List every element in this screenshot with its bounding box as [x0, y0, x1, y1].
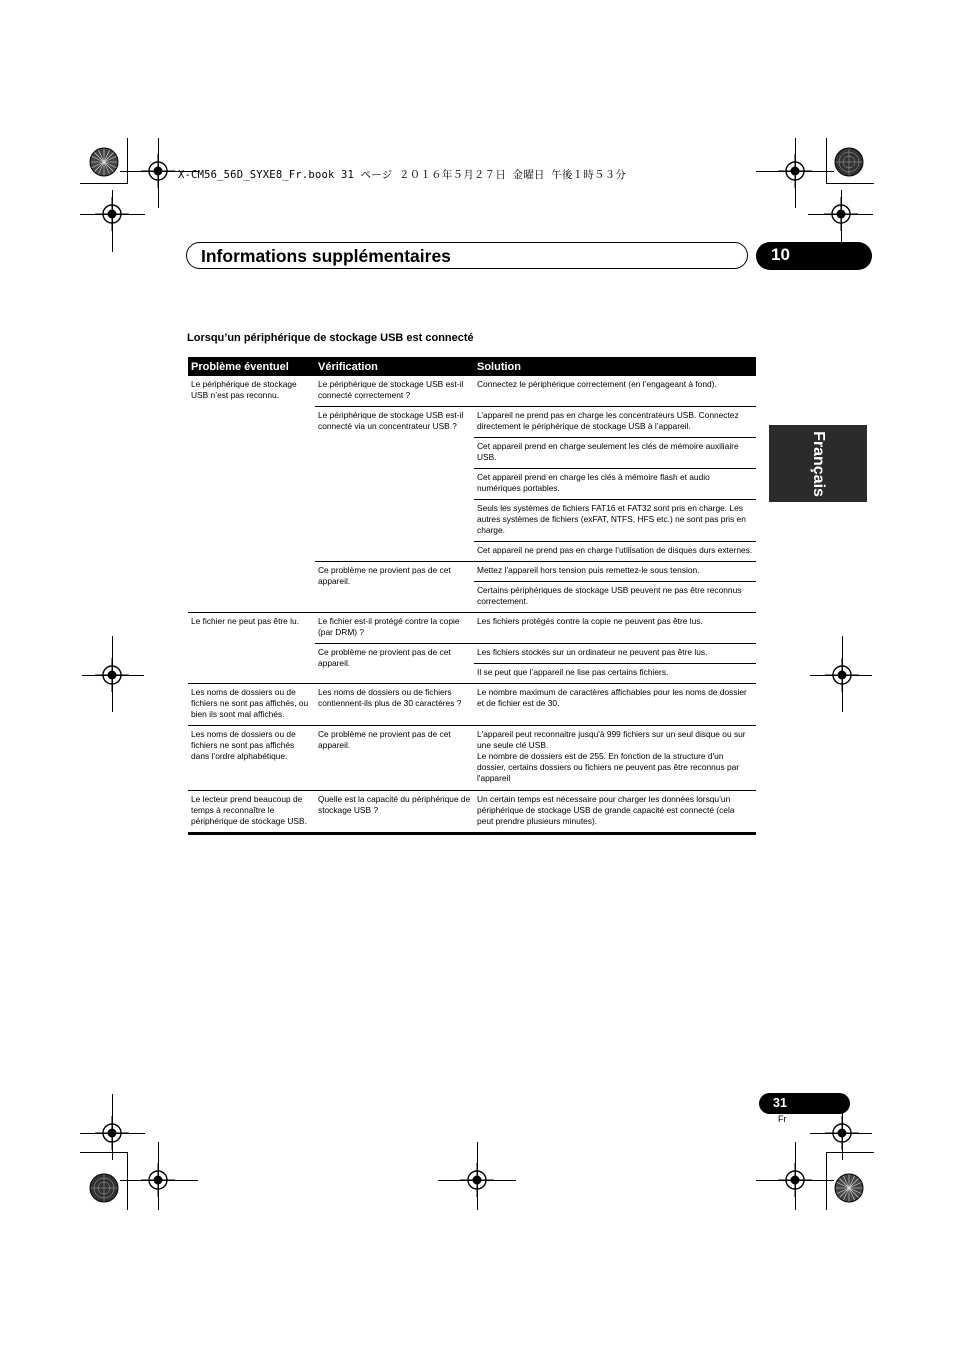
registration-target-icon	[825, 658, 859, 692]
troubleshooting-table	[188, 357, 756, 832]
check-cell: Quelle est la capacité du périphérique de stockage USB ?	[318, 794, 471, 815]
registration-target-icon	[95, 197, 129, 231]
solution-cell: Un certain temps est nécessaire pour charger les données lorsqu’un périphérique de stockage USB de grande capacité est connecté (cela peut prendre plusieurs minutes).	[477, 794, 735, 826]
registration-target-icon	[460, 1163, 494, 1197]
solution-cell: Seuls les systèmes de fichiers FAT16 et FAT32 sont pris en charge. Les autres systèmes de fichiers (exFAT, NTFS, HFS etc.) ne sont pas pris en charge.	[474, 500, 756, 542]
check-cell: Le périphérique de stockage USB est-il connecté correctement ?	[315, 376, 474, 407]
registration-target-icon	[825, 1116, 859, 1150]
check-cell: Ce problème ne provient pas de cet appareil.	[315, 562, 474, 613]
check-cell: Le périphérique de stockage USB est-il connecté via un concentrateur USB ?	[315, 407, 474, 562]
section-heading: Lorsqu’un périphérique de stockage USB est connecté	[187, 332, 474, 344]
problem-cell: Les noms de dossiers ou de fichiers ne sont pas affichés, ou bien ils sont mal affichés.	[188, 684, 315, 726]
registration-target-icon	[778, 154, 812, 188]
problem-cell: Le périphérique de stockage USB n’est pas reconnu.	[188, 376, 315, 613]
column-header: Solution	[474, 357, 756, 376]
page-language: Fr	[778, 1114, 787, 1124]
chapter-number-badge	[756, 242, 872, 270]
table-row	[188, 791, 756, 833]
print-header-info: X-CM56_56D_SYXE8_Fr.book 31 ページ ２０１６年５月２７日 金曜日 午後１時５３分	[178, 169, 627, 181]
check-cell: Les noms de dossiers ou de fichiers contiennent-ils plus de 30 caractères ?	[315, 684, 474, 726]
language-tab-label: Français	[810, 430, 827, 497]
solution-cell: Certains périphériques de stockage USB peuvent ne pas être reconnus correctement.	[474, 582, 756, 613]
table-row	[188, 684, 756, 726]
color-bar-disc-icon	[834, 1173, 864, 1203]
chapter-number: 10	[771, 245, 790, 264]
problem-cell: Le lecteur prend beaucoup de temps à reconnaître le périphérique de stockage USB.	[191, 794, 307, 826]
chapter-title-bar	[186, 242, 748, 269]
column-header: Problème éventuel	[188, 357, 315, 376]
registration-target-icon	[141, 1163, 175, 1197]
language-tab	[769, 425, 867, 502]
table-header-row	[188, 357, 756, 376]
table-bottom-rule	[188, 832, 756, 835]
solution-cell: Mettez l’appareil hors tension puis remettez-le sous tension.	[474, 562, 756, 582]
solution-line: L'appareil peut reconnaitre jusqu'à 999 fichiers sur un seul disque ou sur une seule clé USB.	[477, 729, 746, 750]
color-bar-disc-icon	[834, 147, 864, 177]
color-bar-disc-icon	[89, 1173, 119, 1203]
chapter-title: Informations supplémentaires	[201, 246, 451, 266]
solution-cell: Cet appareil ne prend pas en charge l’utilisation de disques durs externes.	[474, 542, 756, 562]
table-row	[188, 376, 756, 407]
solution-cell: Cet appareil prend en charge seulement les clés de mémoire auxiliaire USB.	[474, 438, 756, 469]
color-bar-disc-icon	[89, 147, 119, 177]
check-cell: Ce problème ne provient pas de cet appareil.	[315, 726, 474, 791]
solution-cell: Connectez le périphérique correctement (en l’engageant à fond).	[474, 376, 756, 407]
solution-cell: Le nombre maximum de caractères affichables pour les noms de dossier et de fichier est de 30.	[474, 684, 756, 726]
registration-target-icon	[824, 197, 858, 231]
check-cell: Le fichier est-il protégé contre la copie (par DRM) ?	[315, 613, 474, 644]
registration-target-icon	[95, 658, 129, 692]
solution-cell: Cet appareil prend en charge les clés à mémoire flash et audio numériques portables.	[474, 469, 756, 500]
registration-target-icon	[141, 154, 175, 188]
problem-cell: Les noms de dossiers ou de fichiers ne sont pas affichés dans l’ordre alphabétique.	[188, 726, 315, 791]
registration-target-icon	[778, 1163, 812, 1197]
solution-cell	[474, 726, 756, 791]
check-cell: Ce problème ne provient pas de cet appareil.	[315, 644, 474, 684]
table-row	[188, 726, 756, 791]
solution-cell: Les fichiers protégés contre la copie ne peuvent pas être lus.	[474, 613, 756, 644]
table-row	[188, 613, 756, 644]
solution-cell: Les fichiers stockés sur un ordinateur ne peuvent pas être lus.	[474, 644, 756, 664]
solution-cell: Il se peut que l’appareil ne lise pas certains fichiers.	[474, 664, 756, 684]
solution-cell: L’appareil ne prend pas en charge les concentrateurs USB. Connectez directement le périphérique de stockage USB à l’appareil.	[474, 407, 756, 438]
registration-target-icon	[95, 1116, 129, 1150]
solution-line: Le nombre de dossiers est de 255. En fonction de la structure d'un dossier, certains dossiers ou fichiers ne peuvent pas être reconnus par l'appareil	[477, 751, 740, 783]
page-number: 31	[773, 1096, 787, 1110]
column-header: Vérification	[315, 357, 474, 376]
page-number-badge	[759, 1093, 850, 1114]
problem-cell: Le fichier ne peut pas être lu.	[188, 613, 315, 684]
